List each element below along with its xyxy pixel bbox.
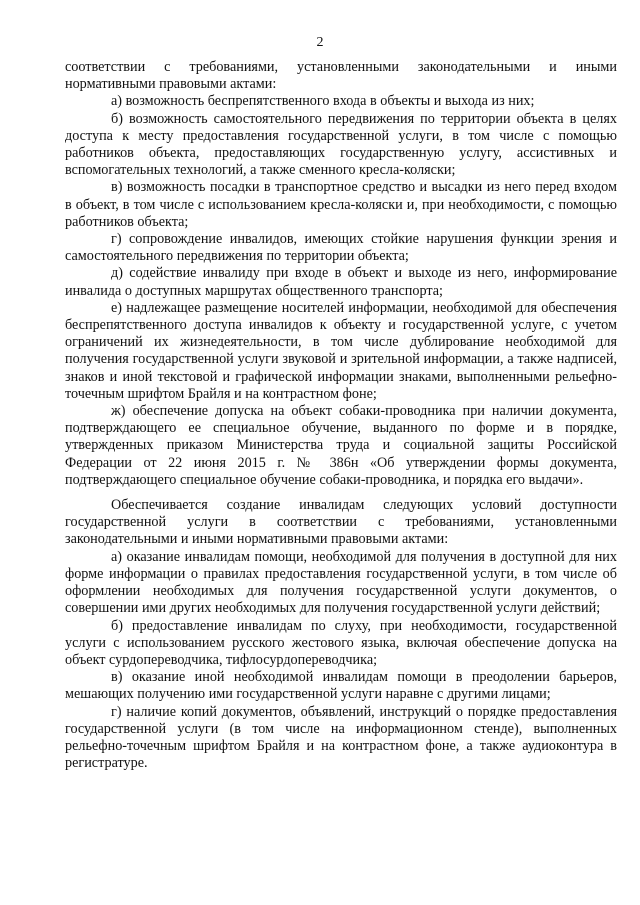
paragraph-item-b: б) возможность самостоятельного передвижения по территории объекта в целях доступа к месту предоставления государственной услуги, в том числе с помощью работников объекта, предоставляющих государственную услугу, ассистивных и вспомогательных технологий, а также сменного кресла-коляски; [65, 110, 617, 179]
paragraph-continuation: соответствии с требованиями, установленными законодательными и иными нормативными правовыми актами: [65, 59, 617, 93]
paragraph-condition-b: б) предоставление инвалидам по слуху, при необходимости, государственной услуги с использованием русского жестового языка, включая обеспечение допуска на объект сурдопереводчика, тифлосурдопереводчика; [65, 617, 617, 668]
paragraph-item-g: г) сопровождение инвалидов, имеющих стойкие нарушения функции зрения и самостоятельного передвижения по территории объекта; [65, 231, 617, 265]
paragraph-condition-v: в) оказание иной необходимой инвалидам помощи в преодолении барьеров, мешающих получению ими государственной услуги наравне с другими лицами; [65, 669, 617, 703]
paragraph-item-v: в) возможность посадки в транспортное средство и высадки из него перед входом в объект, в том числе с использованием кресла-коляски и, при необходимости, с помощью работников объекта; [65, 179, 617, 230]
paragraph-item-a: а) возможность беспрепятственного входа в объекты и выхода из них; [111, 93, 535, 110]
paragraph-gap [65, 489, 617, 497]
paragraph-item-d: д) содействие инвалиду при входе в объект и выходе из него, информирование инвалида о доступных маршрутах общественного транспорта; [65, 265, 617, 299]
document-body [65, 59, 617, 772]
paragraph-item-zh: ж) обеспечение допуска на объект собаки-проводника при наличии документа, подтверждающего ее специальное обучение, выданного по форме и в порядке, утвержденных приказом Министерства труда и социальной защиты Российской Федерации от 22 июня 2015 г. № 386н «Об утверждении формы документа, подтверждающего специальное обучение собаки-проводника, и порядка его выдачи». [65, 403, 617, 488]
paragraph-item-e: е) надлежащее размещение носителей информации, необходимой для обеспечения беспрепятственного доступа инвалидов к объекту и государственной услуге, с учетом ограничений их жизнедеятельности, в том числе дублирование необходимой для получения государственной услуги звуковой и зрительной информации, а также надписей, знаков и иной текстовой и графической информации знаками, выполненными рельефно-точечным шрифтом Брайля и на контрастном фоне; [65, 299, 617, 402]
paragraph-condition-g: г) наличие копий документов, объявлений, инструкций о порядке предоставления государственной услуги (в том числе на информационном стенде), выполненных рельефно-точечным шрифтом Брайля и на контрастном фоне, а также аудиоконтура в регистратуре. [65, 703, 617, 772]
paragraph-condition-a: а) оказание инвалидам помощи, необходимой для получения в доступной для них форме информации о правилах предоставления государственной услуги, в том числе об оформлении необходимых для получения государственной услуги документов, о совершении ими других необходимых для получения государственной услуги действий; [65, 548, 617, 617]
page-number: 2 [316, 35, 324, 50]
paragraph-conditions-intro: Обеспечивается создание инвалидам следующих условий доступности государственной услуги в соответствии с требованиями, установленными законодательными и иными нормативными правовыми актами: [65, 497, 617, 548]
